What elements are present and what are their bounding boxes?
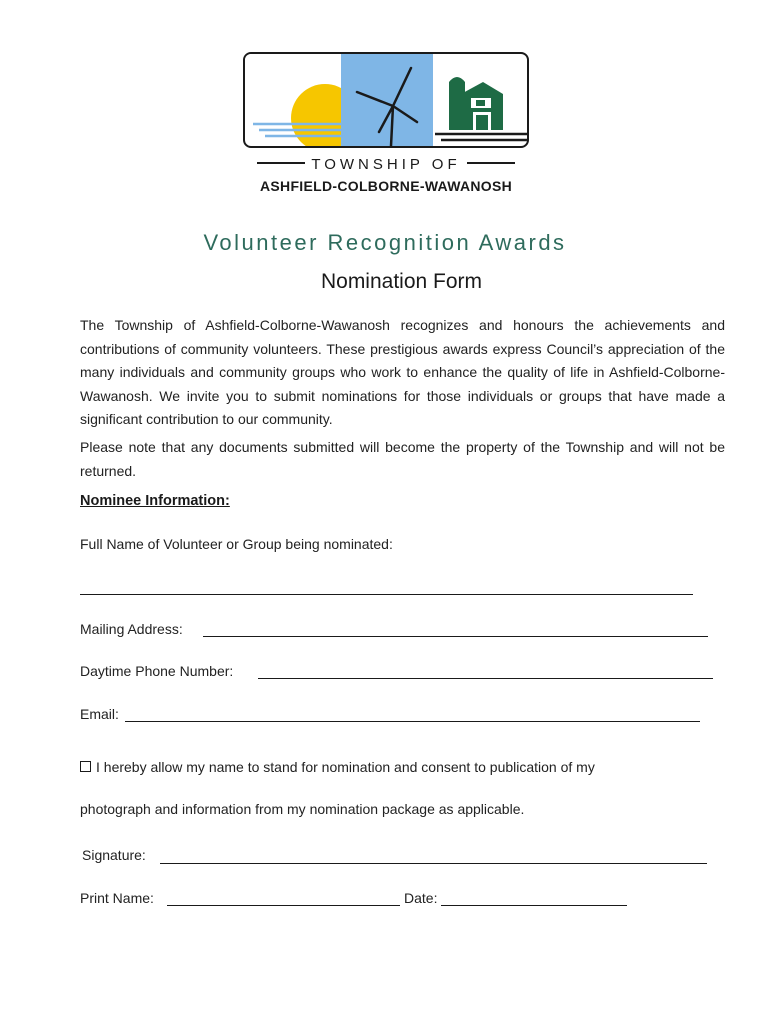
- print-name-label: Print Name:: [80, 890, 154, 906]
- logo-line2: ASHFIELD-COLBORNE-WAWANOSH: [259, 178, 512, 194]
- consent-text-1: I hereby allow my name to stand for nomination and consent to publication of my: [96, 759, 595, 775]
- phone-field[interactable]: [258, 678, 713, 679]
- page-subtitle: Nomination Form: [320, 270, 483, 293]
- email-field[interactable]: [125, 721, 700, 722]
- page-title: Volunteer Recognition Awards: [203, 230, 567, 255]
- mailing-address-field[interactable]: [203, 636, 708, 637]
- print-name-field[interactable]: [167, 905, 400, 906]
- logo-rule-right: [467, 162, 515, 164]
- full-name-field[interactable]: [80, 594, 693, 595]
- nominee-heading: Nominee Information:: [80, 493, 230, 509]
- logo-emblem: [243, 52, 529, 148]
- consent-line1: [80, 759, 595, 775]
- mailing-address-label: Mailing Address:: [80, 621, 183, 637]
- note-paragraph: Please note that any documents submitted will become the property of the Township and will not be returned.: [80, 439, 725, 479]
- intro-paragraph: The Township of Ashfield-Colborne-Wawanosh recognizes and honours the achievements and contributions of community volunteers. These prestigious awards express Council’s appreciation of the many individuals and community groups who work to enhance the quality of life in Ashfield-Colborne-Wawanosh. We invite you to submit nominations for those individuals or groups that have made a significant contribution to our community.: [80, 317, 725, 427]
- signature-label: Signature:: [82, 847, 146, 863]
- logo-line1: TOWNSHIP OF: [311, 156, 461, 173]
- date-field[interactable]: [441, 905, 627, 906]
- email-label: Email:: [80, 706, 119, 722]
- consent-checkbox[interactable]: [80, 761, 91, 772]
- date-label: Date:: [404, 890, 438, 906]
- signature-field[interactable]: [160, 863, 707, 864]
- township-logo: [243, 52, 529, 198]
- phone-label: Daytime Phone Number:: [80, 663, 234, 679]
- full-name-label: Full Name of Volunteer or Group being nominated:: [80, 536, 393, 552]
- consent-text-2: photograph and information from my nomination package as applicable.: [80, 801, 525, 817]
- logo-rule-left: [257, 162, 305, 164]
